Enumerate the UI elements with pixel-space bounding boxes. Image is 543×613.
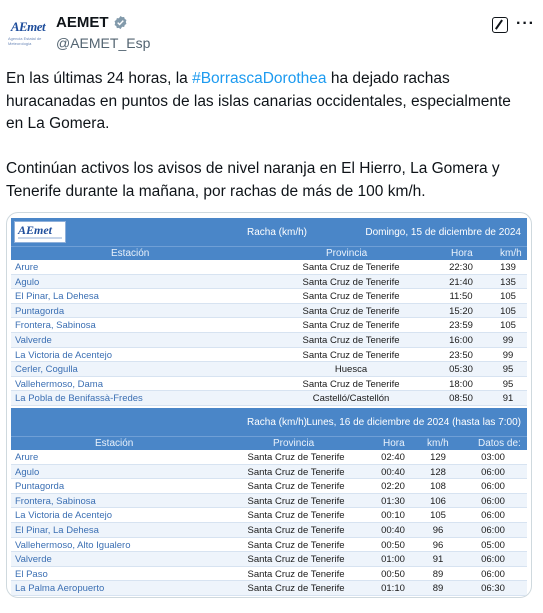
cell-time: 23:50: [449, 349, 473, 361]
cell-speed: 96: [432, 524, 444, 536]
table-row: [11, 523, 527, 538]
cell-time: 00:50: [381, 568, 405, 580]
cell-station: Puntagorda: [15, 481, 65, 493]
cell-speed: 108: [430, 481, 446, 493]
cell-province: Santa Cruz de Tenerife: [247, 524, 345, 536]
cell-since: 06:00: [481, 510, 505, 522]
cell-speed: 95: [502, 378, 514, 390]
cell-time: 02:20: [381, 481, 405, 493]
cell-time: 23:59: [449, 320, 473, 332]
cell-speed: 99: [502, 349, 514, 361]
aemet-logo: [14, 221, 66, 243]
cell-time: 11:50: [449, 291, 473, 303]
cell-time: 16:00: [449, 334, 473, 346]
cell-time: 02:40: [381, 452, 405, 463]
cell-time: 22:30: [449, 262, 473, 273]
gust-table-day2: [11, 408, 527, 596]
cell-province: Santa Cruz de Tenerife: [247, 554, 345, 566]
table-date: Lunes, 16 de diciembre de 2024 (hasta las 7:00): [306, 417, 521, 428]
table-row: [11, 552, 527, 567]
cell-station: Vallehermoso, Alto Igualero: [15, 539, 131, 551]
cell-province: Santa Cruz de Tenerife: [247, 481, 345, 493]
cell-time: 00:10: [381, 510, 405, 522]
cell-speed: 129: [430, 452, 446, 463]
col-speed: km/h: [500, 248, 522, 259]
cell-station: Cerler, Cogulla: [15, 364, 78, 376]
cell-station: Agulo: [15, 276, 40, 288]
cell-station: La Victoria de Acentejo: [15, 349, 113, 361]
cell-province: Santa Cruz de Tenerife: [247, 466, 345, 478]
more-options-icon[interactable]: ···: [516, 15, 535, 32]
cell-since: 05:00: [481, 539, 505, 551]
cell-speed: 139: [500, 262, 516, 273]
table-row: [11, 260, 527, 275]
cell-station: Frontera, Sabinosa: [15, 495, 96, 507]
cell-station: Puntagorda: [15, 305, 65, 317]
cell-province: Santa Cruz de Tenerife: [247, 452, 345, 463]
column-headers: [11, 436, 527, 450]
cell-since: 06:00: [481, 568, 505, 580]
col-since: Datos de:: [478, 438, 521, 449]
cell-since: 06:00: [481, 481, 505, 493]
cell-province: Santa Cruz de Tenerife: [247, 568, 345, 580]
avatar-logo: AEmet: [10, 18, 46, 34]
tweet-text-part: ha dejado rachas huracanadas en puntos de las islas canarias occidentales, especialmente en La Gomera.: [6, 70, 511, 132]
tweet-text-part: En las últimas 24 horas, la: [6, 70, 193, 87]
tweet-paragraph-2: Continúan activos los avisos de nivel naranja en El Hierro, La Gomera y Tenerife durante la mañana, por rachas de más de 100 km/h.: [6, 160, 500, 200]
table-title: Racha (km/h): [247, 227, 308, 238]
col-speed: km/h: [427, 438, 449, 449]
table-row: [11, 465, 527, 480]
col-province: Provincia: [273, 438, 315, 449]
cell-speed: 95: [502, 364, 514, 376]
cell-province: Santa Cruz de Tenerife: [302, 320, 400, 332]
logo-underline: [18, 237, 62, 239]
cell-province: Santa Cruz de Tenerife: [247, 510, 345, 522]
cell-time: 21:40: [449, 276, 473, 288]
col-time: Hora: [383, 438, 405, 449]
table-row: [11, 333, 527, 348]
cell-time: 18:00: [449, 378, 473, 390]
col-time: Hora: [451, 248, 473, 259]
table-row: [11, 479, 527, 494]
cell-station: La Victoria de Acentejo: [15, 510, 113, 522]
cell-province: Santa Cruz de Tenerife: [302, 305, 400, 317]
cell-speed: 135: [500, 276, 516, 288]
cell-speed: 89: [432, 583, 444, 595]
avatar[interactable]: [8, 12, 48, 52]
cell-station: La Palma Aeropuerto: [15, 583, 105, 595]
author-handle[interactable]: @AEMET_Esp: [56, 35, 151, 51]
table-row: [11, 538, 527, 553]
table-header: [11, 218, 527, 246]
cell-time: 15:20: [449, 305, 473, 317]
cell-since: 06:00: [481, 524, 505, 536]
table-row: [11, 450, 527, 465]
verified-badge-icon: [113, 15, 128, 30]
cell-speed: 99: [502, 334, 514, 346]
cell-province: Santa Cruz de Tenerife: [302, 276, 400, 288]
cell-province: Santa Cruz de Tenerife: [302, 378, 400, 390]
cell-speed: 105: [500, 320, 516, 332]
cell-since: 06:00: [481, 466, 505, 478]
table-row: [11, 289, 527, 304]
cell-station: Frontera, Sabinosa: [15, 320, 96, 332]
table-row: [11, 318, 527, 333]
table-row: [11, 567, 527, 582]
cell-province: Santa Cruz de Tenerife: [247, 539, 345, 551]
cell-station: El Pinar, La Dehesa: [15, 291, 99, 303]
cell-province: Santa Cruz de Tenerife: [302, 349, 400, 361]
table-row: [11, 304, 527, 319]
cell-time: 08:50: [449, 393, 473, 405]
table-row: [11, 508, 527, 523]
cell-time: 01:10: [381, 583, 405, 595]
table-row: [11, 275, 527, 290]
cell-province: Huesca: [334, 364, 368, 376]
col-station: Estación: [95, 438, 134, 449]
cell-province: Santa Cruz de Tenerife: [302, 262, 400, 273]
hashtag-link[interactable]: #BorrascaDorothea: [192, 70, 327, 87]
aemet-logo-text: AEmet: [18, 223, 53, 237]
grok-icon[interactable]: [492, 17, 508, 33]
cell-speed: 89: [432, 568, 444, 580]
cell-time: 00:50: [381, 539, 405, 551]
cell-province: Santa Cruz de Tenerife: [247, 583, 345, 595]
cell-time: 01:30: [381, 495, 405, 507]
cell-station: El Pinar, La Dehesa: [15, 524, 99, 536]
cell-province: Santa Cruz de Tenerife: [302, 334, 400, 346]
table-date: Domingo, 15 de diciembre de 2024: [365, 227, 521, 238]
cell-since: 06:00: [481, 495, 505, 507]
cell-time: 01:00: [381, 554, 405, 566]
table-body: [11, 450, 527, 596]
table-header: [11, 408, 527, 436]
table-row: [11, 362, 527, 377]
tweet-text: [6, 68, 531, 226]
cell-station: Arure: [15, 262, 39, 273]
table-title: Racha (km/h): [247, 417, 308, 428]
cell-province: Santa Cruz de Tenerife: [247, 495, 345, 507]
cell-time: 00:40: [381, 524, 405, 536]
cell-since: 06:00: [481, 554, 505, 566]
cell-station: La Pobla de Benifassà-Fredes: [15, 393, 143, 405]
gust-table-day1: [11, 218, 527, 406]
cell-since: 03:00: [481, 452, 505, 463]
cell-since: 06:30: [481, 583, 505, 595]
cell-speed: 106: [430, 495, 446, 507]
cell-station: Valverde: [15, 334, 52, 346]
cell-speed: 128: [430, 466, 446, 478]
cell-time: 00:40: [381, 466, 405, 478]
cell-speed: 105: [500, 305, 516, 317]
cell-speed: 96: [432, 539, 444, 551]
table-row: [11, 391, 527, 406]
cell-province: Santa Cruz de Tenerife: [302, 291, 400, 303]
cell-station: El Paso: [15, 568, 48, 580]
table-row: [11, 581, 527, 596]
cell-speed: 91: [502, 393, 514, 405]
tweet-header: [0, 0, 543, 60]
cell-province: Castelló/Castellón: [312, 393, 390, 405]
tweet-paragraph-1: [6, 68, 531, 136]
cell-speed: 105: [430, 510, 446, 522]
cell-speed: 91: [432, 554, 444, 566]
column-headers: [11, 246, 527, 260]
col-station: Estación: [111, 248, 150, 259]
cell-station: Vallehermoso, Dama: [15, 378, 104, 390]
cell-station: Agulo: [15, 466, 40, 478]
cell-station: Arure: [15, 452, 39, 463]
avatar-logo-subtext: Agencia Estatal de Meteorología: [8, 35, 42, 46]
table-row: [11, 377, 527, 392]
author-name[interactable]: [56, 14, 128, 31]
table-row: [11, 494, 527, 509]
table-body: [11, 260, 527, 406]
author-name-text: AEMET: [56, 14, 109, 31]
cell-speed: 105: [500, 291, 516, 303]
cell-station: Valverde: [15, 554, 52, 566]
col-province: Provincia: [326, 248, 368, 259]
tweet-image-card[interactable]: [6, 212, 532, 598]
table-row: [11, 348, 527, 363]
cell-time: 05:30: [449, 364, 473, 376]
